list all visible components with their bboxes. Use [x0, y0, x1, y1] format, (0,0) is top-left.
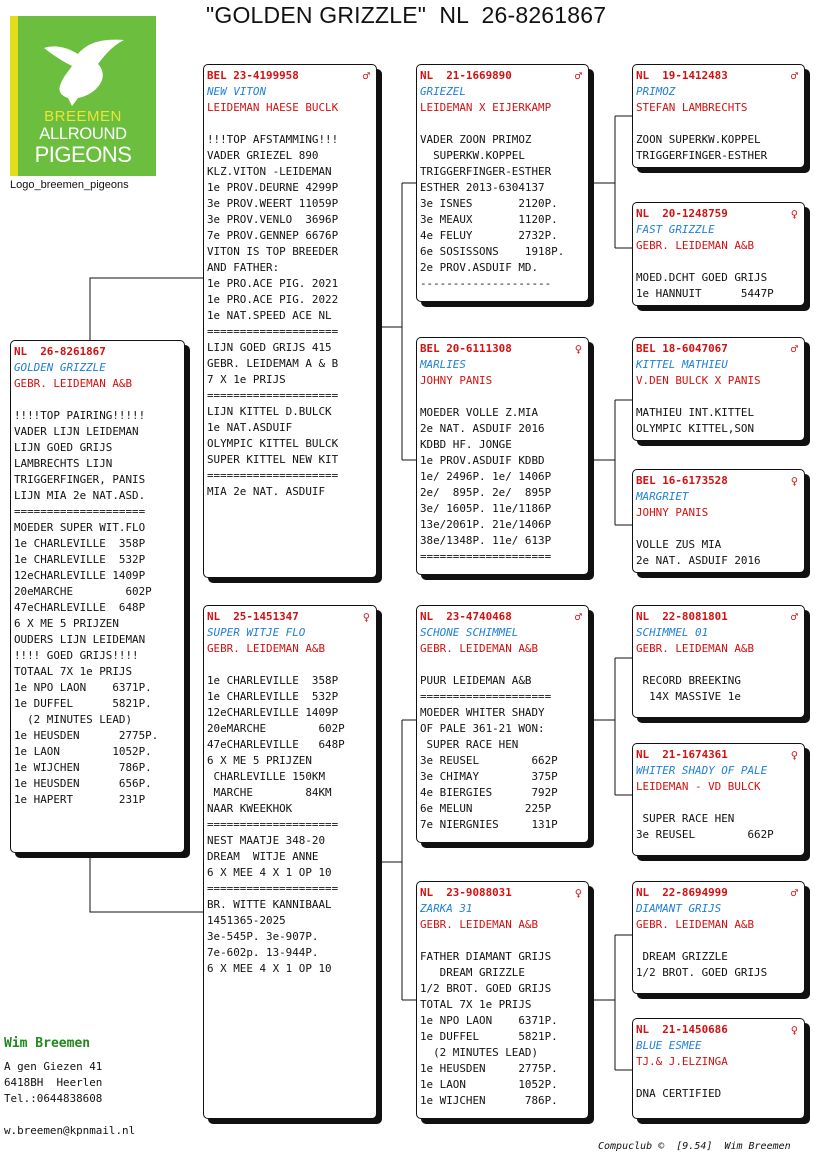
info-line: VADER GRIEZEL 890: [207, 149, 319, 162]
info-line: 20eMARCHE 602P: [14, 585, 152, 598]
info-line: ESTHER 2013-6304137: [420, 181, 545, 194]
info-line: 2e NAT. ASDUIF 2016: [636, 554, 761, 567]
info-line: [636, 254, 800, 270]
info-line: SUPER RACE HEN: [420, 738, 519, 751]
female-icon: ♀: [790, 1023, 798, 1037]
info-line: MOEDER WHITER SHADY: [420, 706, 545, 719]
ring-number-text: BEL 23-4199958: [207, 69, 299, 82]
info-line: RECORD BREEKING: [636, 674, 741, 687]
info-line: LAMBRECHTS LIJN: [14, 457, 113, 470]
info-line: NAAR KWEEKHOK: [207, 802, 293, 815]
pigeon-name: PRIMOZ: [636, 85, 676, 98]
female-icon: ♀: [574, 886, 582, 900]
ring-number: [420, 609, 584, 625]
male-icon: ♂: [790, 342, 798, 356]
info-line: 7 X 1e PRIJS: [207, 373, 286, 386]
info-line: [420, 116, 584, 132]
owner-city: 6418BH Heerlen: [4, 1076, 103, 1089]
pigeon-card[interactable]: [203, 64, 377, 578]
ring-number: [636, 68, 800, 84]
breeder-name: GEBR. LEIDEMAN A&B: [14, 377, 133, 390]
info-line: GEBR. LEIDEMAM A & B: [207, 357, 339, 370]
logo-line-3: PIGEONS: [34, 142, 132, 167]
info-line: ====================: [207, 325, 339, 338]
breeder-name: GEBR. LEIDEMAN A&B: [636, 918, 755, 931]
ring-number-text: NL 22-8081801: [636, 610, 728, 623]
info-line: 1e NPO LAON 6371P.: [14, 681, 152, 694]
info-line: [420, 389, 584, 405]
info-line: 2e PROV.ASDUIF MD.: [420, 261, 539, 274]
info-line: DREAM GRIZZLE: [420, 966, 525, 979]
pigeon-card[interactable]: [416, 605, 589, 843]
ring-number: [636, 747, 800, 763]
info-line: VITON IS TOP BREEDER: [207, 245, 339, 258]
pigeon-card[interactable]: [632, 881, 805, 994]
pigeon-card[interactable]: [632, 469, 805, 573]
info-line: ====================: [207, 882, 339, 895]
info-line: 1e LAON 1052P.: [420, 1078, 558, 1091]
ring-number-text: NL 25-1451347: [207, 610, 299, 623]
info-line: ====================: [14, 505, 146, 518]
pigeon-card[interactable]: [416, 881, 589, 1119]
info-line: [636, 795, 800, 811]
male-icon: ♂: [790, 610, 798, 624]
info-line: !!!! GOED GRIJS!!!!: [14, 649, 139, 662]
info-line: 1e NAT.ASDUIF: [207, 421, 293, 434]
info-line: (2 MINUTES LEAD): [420, 1046, 539, 1059]
info-line: 3e PROV.WEERT 11059P: [207, 197, 339, 210]
info-line: CHARLEVILLE 150KM: [207, 770, 326, 783]
owner-name: Wim Breemen: [4, 1036, 91, 1051]
info-line: [420, 657, 584, 673]
info-line: [636, 521, 800, 537]
info-line: 1e NPO LAON 6371P.: [420, 1014, 558, 1027]
female-icon: ♀: [790, 748, 798, 762]
info-line: 1e CHARLEVILLE 358P: [207, 674, 339, 687]
info-line: TOTAAL 7X 1e PRIJS: [14, 665, 133, 678]
info-line: 6 X ME 5 PRIJZEN: [14, 617, 119, 630]
breeder-name: LEIDEMAN - VD BULCK: [636, 780, 761, 793]
ring-number: [636, 473, 800, 489]
info-line: 1e WIJCHEN 786P.: [420, 1094, 558, 1107]
pigeon-name: BLUE ESMEE: [636, 1039, 702, 1052]
ring-number-text: NL 23-9088031: [420, 886, 512, 899]
info-line: MOED.DCHT GOED GRIJS: [636, 271, 768, 284]
info-line: PUUR LEIDEMAN A&B: [420, 674, 532, 687]
breeder-name: JOHNY PANIS: [420, 374, 493, 387]
ring-number-text: NL 26-8261867: [14, 345, 106, 358]
pigeon-name: SCHONE SCHIMMEL: [420, 626, 519, 639]
pigeon-name: WHITER SHADY OF PALE: [636, 764, 768, 777]
ring-number: [420, 885, 584, 901]
info-line: LIJN GOED GRIJS: [14, 441, 113, 454]
owner-phone: Tel.:0644838608: [4, 1092, 103, 1105]
pigeon-card[interactable]: [416, 64, 589, 302]
info-line: KLZ.VITON -LEIDEMAN: [207, 165, 332, 178]
info-line: 1e HAPERT 231P: [14, 793, 146, 806]
info-line: 6e SOSISSONS 1918P.: [420, 245, 565, 258]
ring-number-text: BEL 16-6173528: [636, 474, 728, 487]
info-line: [207, 116, 372, 132]
ring-number: [420, 68, 584, 84]
breeder-name: GEBR. LEIDEMAN A&B: [420, 918, 539, 931]
pigeon-name: SCHIMMEL 01: [636, 626, 709, 639]
pigeon-card[interactable]: [10, 340, 185, 853]
breeder-name: STEFAN LAMBRECHTS: [636, 101, 748, 114]
info-line: MARCHE 84KM: [207, 786, 332, 799]
info-line: 2e NAT. ASDUIF 2016: [420, 422, 545, 435]
pigeon-name: MARLIES: [420, 358, 466, 371]
breeder-name: TJ.& J.ELZINGA: [636, 1055, 728, 1068]
info-line: 4e FELUY 2732P.: [420, 229, 558, 242]
pigeon-card[interactable]: [632, 337, 805, 441]
info-line: 6 X ME 5 PRIJZEN: [207, 754, 312, 767]
ring-number-text: BEL 20-6111308: [420, 342, 512, 355]
info-line: 1e CHARLEVILLE 532P: [207, 690, 339, 703]
info-line: 38e/1348P. 11e/ 613P: [420, 534, 552, 547]
info-line: !!!!TOP PAIRING!!!!!: [14, 409, 146, 422]
info-line: (2 MINUTES LEAD): [14, 713, 133, 726]
info-line: BR. WITTE KANNIBAAL: [207, 898, 332, 911]
info-line: 3e REUSEL 662P: [420, 754, 558, 767]
info-line: DREAM GRIZZLE: [636, 950, 728, 963]
ring-number-text: BEL 18-6047067: [636, 342, 728, 355]
pigeon-name: DIAMANT GRIJS: [636, 902, 722, 915]
info-line: 13e/2061P. 21e/1406P: [420, 518, 552, 531]
owner-address-block: [4, 1059, 102, 1107]
info-line: [636, 933, 800, 949]
ring-number: [420, 341, 584, 357]
pigeon-name: GOLDEN GRIZZLE: [14, 361, 106, 374]
pigeon-name: MARGRIET: [636, 490, 689, 503]
ring-number: [636, 206, 800, 222]
info-line: 1451365-2025: [207, 914, 286, 927]
info-line: 3e PROV.VENLO 3696P: [207, 213, 339, 226]
info-line: 1e/ 2496P. 1e/ 1406P: [420, 470, 552, 483]
info-line: 14X MASSIVE 1e: [636, 690, 741, 703]
info-line: 3e/ 1605P. 11e/1186P: [420, 502, 552, 515]
info-line: 7e-602p. 13-944P.: [207, 946, 319, 959]
female-icon: ♀: [574, 342, 582, 356]
info-line: 1e PRO.ACE PIG. 2022: [207, 293, 339, 306]
breeder-name: GEBR. LEIDEMAN A&B: [420, 642, 539, 655]
logo-line-1: BREEMEN: [44, 108, 122, 125]
owner-address: A gen Giezen 41: [4, 1060, 103, 1073]
ring-number-text: NL 21-1669890: [420, 69, 512, 82]
info-line: 3e CHIMAY 375P: [420, 770, 558, 783]
info-line: 47eCHARLEVILLE 648P: [207, 738, 345, 751]
pigeon-card[interactable]: [203, 605, 377, 1119]
ring-number-text: NL 23-4740468: [420, 610, 512, 623]
owner-email[interactable]: w.breemen@kpnmail.nl: [4, 1124, 136, 1137]
ring-number: [207, 68, 372, 84]
info-line: [420, 933, 584, 949]
info-line: [636, 116, 800, 132]
ring-number-text: NL 22-8694999: [636, 886, 728, 899]
male-icon: ♂: [574, 610, 582, 624]
info-line: 7e PROV.GENNEP 6676P: [207, 229, 339, 242]
info-line: !!!TOP AFSTAMMING!!!: [207, 133, 339, 146]
ring-number-text: NL 19-1412483: [636, 69, 728, 82]
info-line: 1e DUFFEL 5821P.: [14, 697, 152, 710]
info-line: FATHER DIAMANT GRIJS: [420, 950, 552, 963]
info-line: 4e BIERGIES 792P: [420, 786, 558, 799]
pigeon-name: KITTEL MATHIEU: [636, 358, 728, 371]
info-line: OLYMPIC KITTEL BULCK: [207, 437, 339, 450]
info-line: LIJN MIA 2e NAT.ASD.: [14, 489, 146, 502]
info-line: MOEDER VOLLE Z.MIA: [420, 406, 539, 419]
info-line: 6e MELUN 225P: [420, 802, 552, 815]
info-line: 1e CHARLEVILLE 532P: [14, 553, 146, 566]
info-line: VADER ZOON PRIMOZ: [420, 133, 532, 146]
breeder-name: GEBR. LEIDEMAN A&B: [636, 642, 755, 655]
info-line: ====================: [420, 550, 552, 563]
info-line: KDBD HF. JONGE: [420, 438, 512, 451]
breeder-name: GEBR. LEIDEMAN A&B: [207, 642, 326, 655]
pigeon-name: SUPER WITJE FLO: [207, 626, 306, 639]
info-line: [636, 657, 800, 673]
info-line: 20eMARCHE 602P: [207, 722, 345, 735]
info-line: OF PALE 361-21 WON:: [420, 722, 545, 735]
pigeon-card[interactable]: [416, 337, 589, 575]
info-line: LIJN GOED GRIJS 415: [207, 341, 332, 354]
ring-number: [636, 885, 800, 901]
info-line: 1e WIJCHEN 786P.: [14, 761, 152, 774]
page-title: "GOLDEN GRIZZLE" NL 26-8261867: [206, 2, 607, 28]
pigeon-card[interactable]: [632, 605, 805, 718]
ring-number: [636, 1022, 800, 1038]
info-line: 1e HANNUIT 5447P: [636, 287, 774, 300]
info-line: 3e ISNES 2120P.: [420, 197, 558, 210]
ring-number: [636, 609, 800, 625]
info-line: MOEDER SUPER WIT.FLO: [14, 521, 146, 534]
info-line: SUPER KITTEL NEW KIT: [207, 453, 339, 466]
ring-number-text: NL 20-1248759: [636, 207, 728, 220]
info-line: TOTAL 7X 1e PRIJS: [420, 998, 532, 1011]
info-line: 1e NAT.SPEED ACE NL: [207, 309, 332, 322]
info-line: TRIGGERFINGER-ESTHER: [420, 165, 552, 178]
pigeon-name: NEW VITON: [207, 85, 267, 98]
info-line: 3e-545P. 3e-907P.: [207, 930, 319, 943]
info-line: 3e REUSEL 662P: [636, 828, 774, 841]
footer-credit: Compuclub © [9.54] Wim Breemen: [598, 1141, 791, 1152]
info-line: ====================: [420, 690, 552, 703]
pigeon-card[interactable]: [632, 64, 805, 168]
info-line: VADER LIJN LEIDEMAN: [14, 425, 139, 438]
ring-number: [14, 344, 180, 360]
pigeon-card[interactable]: [632, 743, 805, 856]
info-line: 3e MEAUX 1120P.: [420, 213, 558, 226]
info-line: OLYMPIC KITTEL,SON: [636, 422, 755, 435]
info-line: 1e PROV.ASDUIF KDBD: [420, 454, 545, 467]
ring-number: [636, 341, 800, 357]
info-line: 12eCHARLEVILLE 1409P: [14, 569, 146, 582]
info-line: 1/2 BROT. GOED GRIJS: [636, 966, 768, 979]
info-line: [207, 657, 372, 673]
breeder-name: LEIDEMAN HAESE BUCLK: [207, 101, 339, 114]
female-icon: ♀: [362, 610, 370, 624]
info-line: 1/2 BROT. GOED GRIJS: [420, 982, 552, 995]
logo-line-2: ALLROUND: [39, 125, 127, 143]
info-line: 1e PROV.DEURNE 4299P: [207, 181, 339, 194]
breeder-name: V.DEN BULCK X PANIS: [636, 374, 761, 387]
info-line: 6 X MEE 4 X 1 OP 10: [207, 962, 332, 975]
breeder-name: LEIDEMAN X EIJERKAMP: [420, 101, 552, 114]
female-icon: ♀: [790, 474, 798, 488]
female-icon: ♀: [790, 207, 798, 221]
info-line: --------------------: [420, 277, 552, 290]
info-line: ZOON SUPERKW.KOPPEL: [636, 133, 761, 146]
pigeon-card[interactable]: [632, 1018, 805, 1119]
info-line: 1e HEUSDEN 656P.: [14, 777, 152, 790]
info-line: 1e HEUSDEN 2775P.: [420, 1062, 558, 1075]
pigeon-name: GRIEZEL: [420, 85, 466, 98]
info-line: ====================: [207, 818, 339, 831]
logo-caption: Logo_breemen_pigeons: [10, 179, 129, 191]
pigeon-card[interactable]: [632, 202, 805, 306]
info-line: TRIGGERFINGER, PANIS: [14, 473, 146, 486]
male-icon: ♂: [362, 69, 370, 83]
info-line: AND FATHER:: [207, 261, 280, 274]
pigeon-name: ZARKA 31: [420, 902, 473, 915]
ring-number: [207, 609, 372, 625]
info-line: LIJN KITTEL D.BULCK: [207, 405, 332, 418]
info-line: SUPERKW.KOPPEL: [420, 149, 525, 162]
info-line: TRIGGERFINGER-ESTHER: [636, 149, 768, 162]
ring-number-text: NL 21-1674361: [636, 748, 728, 761]
info-line: ====================: [207, 389, 339, 402]
info-line: ====================: [207, 469, 339, 482]
male-icon: ♂: [790, 886, 798, 900]
info-line: 1e LAON 1052P.: [14, 745, 152, 758]
info-line: 1e DUFFEL 5821P.: [420, 1030, 558, 1043]
info-line: MIA 2e NAT. ASDUIF: [207, 485, 326, 498]
info-line: 12eCHARLEVILLE 1409P: [207, 706, 339, 719]
male-icon: ♂: [574, 69, 582, 83]
info-line: 1e PRO.ACE PIG. 2021: [207, 277, 339, 290]
breeder-name: GEBR. LEIDEMAN A&B: [636, 239, 755, 252]
info-line: [636, 1070, 800, 1086]
breeder-name: JOHNY PANIS: [636, 506, 709, 519]
info-line: OUDERS LIJN LEIDEMAN: [14, 633, 146, 646]
info-line: [14, 392, 180, 408]
info-line: 1e CHARLEVILLE 358P: [14, 537, 146, 550]
info-line: SUPER RACE HEN: [636, 812, 735, 825]
ring-number-text: NL 21-1450686: [636, 1023, 728, 1036]
info-line: 6 X MEE 4 X 1 OP 10: [207, 866, 332, 879]
info-line: DNA CERTIFIED: [636, 1087, 722, 1100]
info-line: DREAM WITJE ANNE: [207, 850, 319, 863]
info-line: MATHIEU INT.KITTEL: [636, 406, 755, 419]
info-line: VOLLE ZUS MIA: [636, 538, 722, 551]
info-line: 47eCHARLEVILLE 648P: [14, 601, 146, 614]
male-icon: ♂: [790, 69, 798, 83]
info-line: 2e/ 895P. 2e/ 895P: [420, 486, 552, 499]
info-line: 7e NIERGNIES 131P: [420, 818, 558, 831]
pigeon-name: FAST GRIZZLE: [636, 223, 715, 236]
info-line: NEST MAATJE 348-20: [207, 834, 326, 847]
info-line: [636, 389, 800, 405]
info-line: 1e HEUSDEN 2775P.: [14, 729, 159, 742]
